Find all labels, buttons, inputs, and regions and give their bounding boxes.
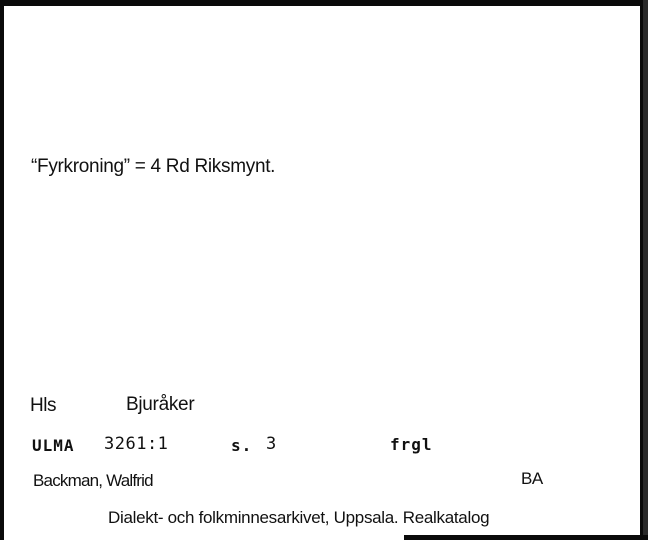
card-bottom-edge xyxy=(404,535,648,540)
archive-code: ULMA xyxy=(32,436,75,455)
page-number: 3 xyxy=(266,434,277,454)
parish-label: Bjuråker xyxy=(126,394,195,415)
card-top-edge xyxy=(0,0,648,6)
province-label: Hls xyxy=(30,395,56,416)
page-label: s. xyxy=(231,436,253,455)
record-number: 3261:1 xyxy=(104,434,169,454)
card-left-edge xyxy=(0,0,4,540)
archive-footer: Dialekt- och folkminnesarkivet, Uppsala. Realkatalog xyxy=(108,508,490,527)
informant-name: Backman, Walfrid xyxy=(33,471,153,490)
scan-right-border xyxy=(643,0,648,540)
category-code: frgl xyxy=(390,435,433,454)
card-main-text: “Fyrkroning” = 4 Rd Riksmynt. xyxy=(31,156,276,177)
collector-initials: BA xyxy=(521,469,543,488)
